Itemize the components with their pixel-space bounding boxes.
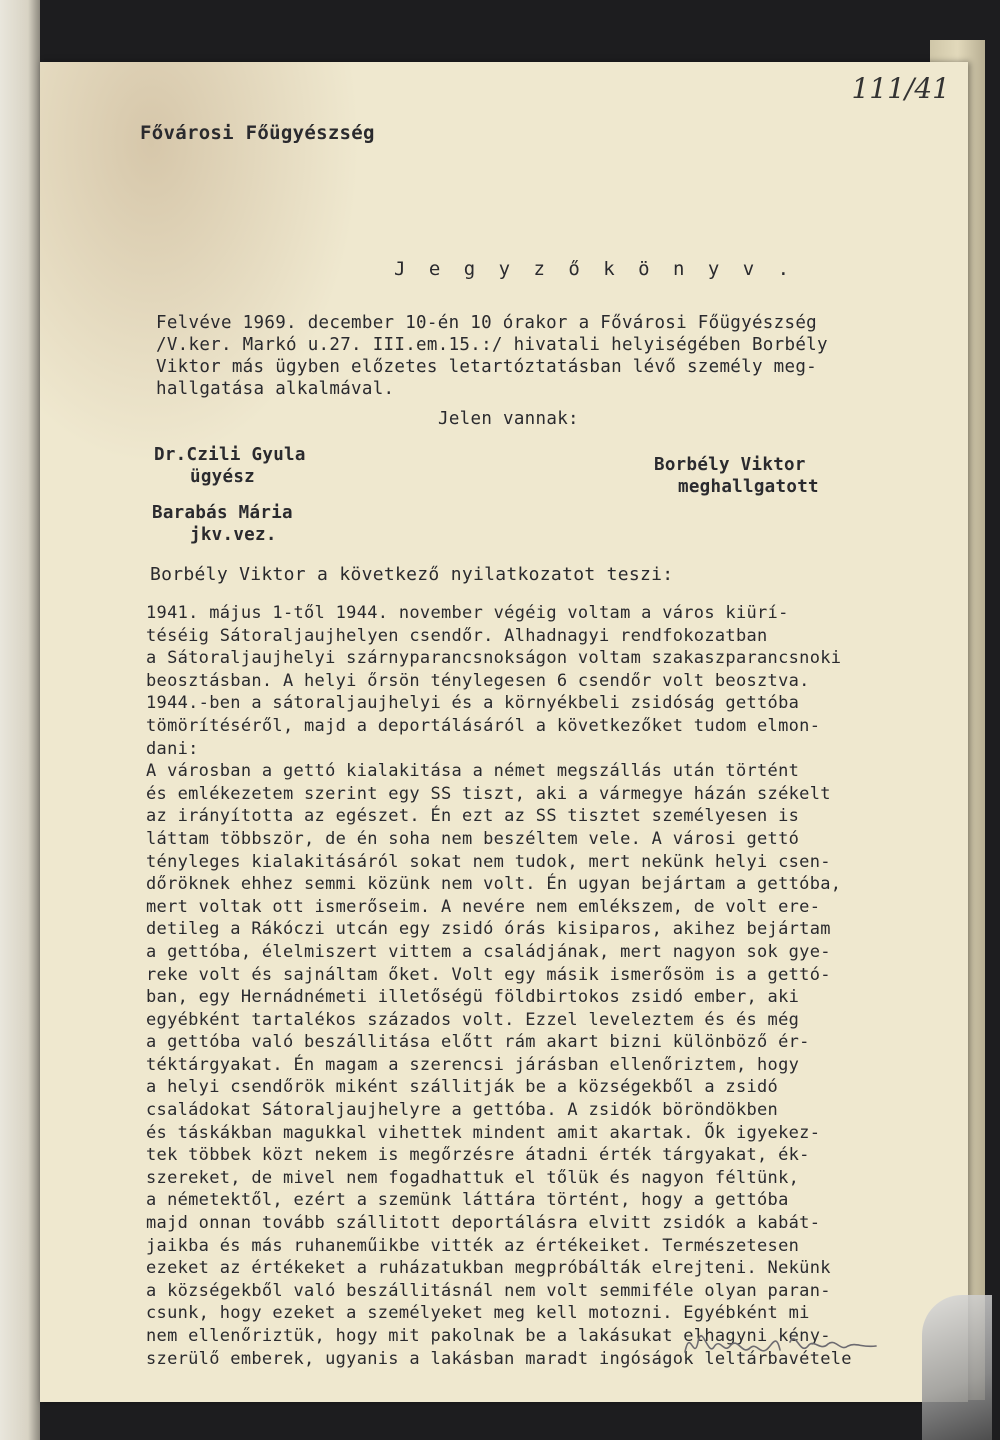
statement-body xyxy=(146,602,852,1370)
text-line: láttam többször, de én soha nem beszéltem vele. A városi gettó xyxy=(146,828,800,849)
text-line: /V.ker. Markó u.27. III.em.15.:/ hivatali helyiségében Borbély xyxy=(156,335,828,355)
text-line: szerülő emberek, ugyanis a lakásban maradt ingóságok leltárbavétele xyxy=(146,1348,852,1369)
text-line: és emlékezetem szerint egy SS tiszt, aki a vármegye házán székelt xyxy=(146,783,831,804)
text-line: egyébként tartalékos százados volt. Ezzel leveleztem és és még xyxy=(146,1009,800,1030)
text-line: tényleges kialakitásáról sokat nem tudok, mert nekünk helyi csen- xyxy=(146,851,831,872)
folio-number: 111/41 xyxy=(851,72,950,105)
text-line: a gettóba való beszállitása előtt rám akart bizni különböző ér- xyxy=(146,1032,810,1053)
text-line: detileg a Rákóczi utcán egy zsidó órás kisiparos, akihez bejártam xyxy=(146,919,831,940)
text-line: a Sátoraljaujhelyi szárnyparancsnokságon voltam szakaszparancsnoki xyxy=(146,648,842,669)
text-line: mert voltak ott ismerőseim. A nevére nem emlékszem, de volt ere- xyxy=(146,896,821,917)
text-line: ban, egy Hernádnémeti illetőségü földbirtokos zsidó ember, aki xyxy=(146,987,800,1008)
participant-role: ügyész xyxy=(190,467,256,487)
text-line: majd onnan tovább szállitott deportálásra elvitt zsidók a kabát- xyxy=(146,1213,821,1234)
text-line: reke volt és sajnáltam őket. Volt egy másik ismerősöm is a gettó- xyxy=(146,964,831,985)
text-line: téséig Sátoraljaujhelyen csendőr. Alhadnagyi rendfokozatban xyxy=(146,625,768,646)
text-line: az irányította az egészet. Én ezt az SS tisztet személyesen is xyxy=(146,806,800,827)
text-line: beosztásban. A helyi őrsön ténylegesen 6 csendőr volt beosztva. xyxy=(146,670,810,691)
text-line: a gettóba, élelmiszert vittem a családjának, mert nagyon sok gye- xyxy=(146,941,831,962)
binder-clip xyxy=(922,1295,992,1440)
text-line: dani: xyxy=(146,738,199,759)
text-line: 1944.-ben a sátoraljaujhelyi és a környékbeli zsidóság gettóba xyxy=(146,693,800,714)
text-line: a németektől, ezért a szemünk láttára történt, hogy a gettóba xyxy=(146,1190,789,1211)
text-line: Viktor más ügyben előzetes letartóztatásban lévő személy meg- xyxy=(156,357,817,377)
text-line: hallgatása alkalmával. xyxy=(156,379,395,399)
text-line: dőröknek ehhez semmi közünk nem volt. Én ugyan bejártam a gettóba, xyxy=(146,874,842,895)
document-title: J e g y z ő k ö n y v . xyxy=(394,258,796,280)
text-line: jaikba és más ruhaneműikbe vitték az értékeiket. Természetesen xyxy=(146,1235,800,1256)
document-page xyxy=(40,62,968,1402)
text-line: tek többek közt nekem is megőrzésre átadni érték tárgyakat, ék- xyxy=(146,1145,810,1166)
participant-role: meghallgatott xyxy=(678,477,819,497)
text-line: téktárgyakat. Én magam a szerencsi járásban ellenőriztem, hogy xyxy=(146,1054,800,1075)
text-line: szereket, de mivel nem fogadhattuk el tőlük és nagyon féltünk, xyxy=(146,1167,800,1188)
text-line: csunk, hogy ezeket a személyeket meg kell motozni. Egyébként mi xyxy=(146,1303,810,1324)
intro-paragraph xyxy=(156,312,828,400)
participant-name: Borbély Viktor xyxy=(654,455,806,475)
text-line: a helyi csendőrök miként szállitják be a községekből a zsidó xyxy=(146,1077,779,1098)
declaration-line: Borbély Viktor a következő nyilatkozatot teszi: xyxy=(150,564,674,585)
text-line: tömörítéséről, majd a deportálásáról a következőket tudom elmon- xyxy=(146,715,821,736)
text-line: és táskákban magukkal vihettek mindent amit akartak. Ők igyekez- xyxy=(146,1122,821,1143)
text-line: A városban a gettó kialakitása a német megszállás után történt xyxy=(146,761,800,782)
text-line: ezeket az értékeket a ruházatukban megpróbálták elrejteni. Nekünk xyxy=(146,1258,831,1279)
handwritten-signature xyxy=(680,1312,900,1372)
text-line: a községekből való beszállitásnál nem volt semmiféle olyan paran- xyxy=(146,1280,831,1301)
text-line: Felvéve 1969. december 10-én 10 órakor a Fővárosi Főügyészség xyxy=(156,313,817,333)
text-line: családokat Sátoraljaujhelyre a gettóba. A zsidók böröndökben xyxy=(146,1100,779,1121)
participant-name: Barabás Mária xyxy=(152,503,293,523)
text-line: 1941. május 1-től 1944. november végéig voltam a város kiürí- xyxy=(146,603,789,623)
office-header: Fővárosi Főügyészség xyxy=(140,122,375,144)
present-label: Jelen vannak: xyxy=(438,409,579,429)
left-page-edge xyxy=(0,0,40,1440)
text-line: nem ellenőriztük, hogy mit pakolnak be a lakásukat elhagyni kény- xyxy=(146,1326,831,1346)
participant-name: Dr.Czili Gyula xyxy=(154,445,306,465)
participant-role: jkv.vez. xyxy=(190,525,277,545)
